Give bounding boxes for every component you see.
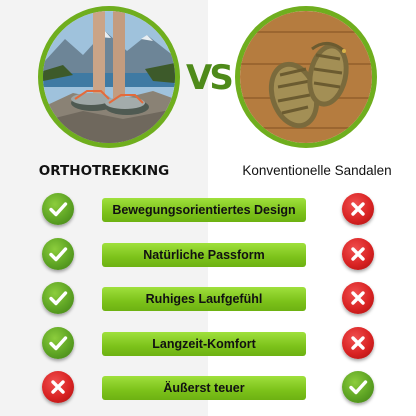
cross-icon bbox=[342, 282, 374, 314]
feature-label: Natürliche Passform bbox=[102, 243, 306, 267]
check-icon bbox=[42, 238, 74, 270]
feature-label: Äußerst teuer bbox=[102, 376, 306, 400]
comparison-row bbox=[0, 278, 416, 318]
versus-label: VS bbox=[186, 58, 231, 98]
check-icon bbox=[42, 282, 74, 314]
comparison-row bbox=[0, 189, 416, 229]
check-icon bbox=[42, 193, 74, 225]
check-icon bbox=[42, 327, 74, 359]
cross-icon bbox=[342, 327, 374, 359]
comparison-row bbox=[0, 234, 416, 274]
comparison-row bbox=[0, 367, 416, 407]
orthotrekking-sandals-photo bbox=[38, 6, 180, 148]
feature-label: Bewegungsorientiertes Design bbox=[102, 198, 306, 222]
cross-icon bbox=[342, 193, 374, 225]
conventional-sandals-heading: Konventionelle Sandalen bbox=[242, 163, 392, 178]
conventional-sandals-photo bbox=[235, 6, 377, 148]
cross-icon bbox=[42, 371, 74, 403]
feature-label: Langzeit-Komfort bbox=[102, 332, 306, 356]
comparison-row bbox=[0, 323, 416, 363]
check-icon bbox=[342, 371, 374, 403]
cross-icon bbox=[342, 238, 374, 270]
feature-label: Ruhiges Laufgefühl bbox=[102, 287, 306, 311]
orthotrekking-heading: ORTHOTREKKING bbox=[38, 163, 170, 179]
